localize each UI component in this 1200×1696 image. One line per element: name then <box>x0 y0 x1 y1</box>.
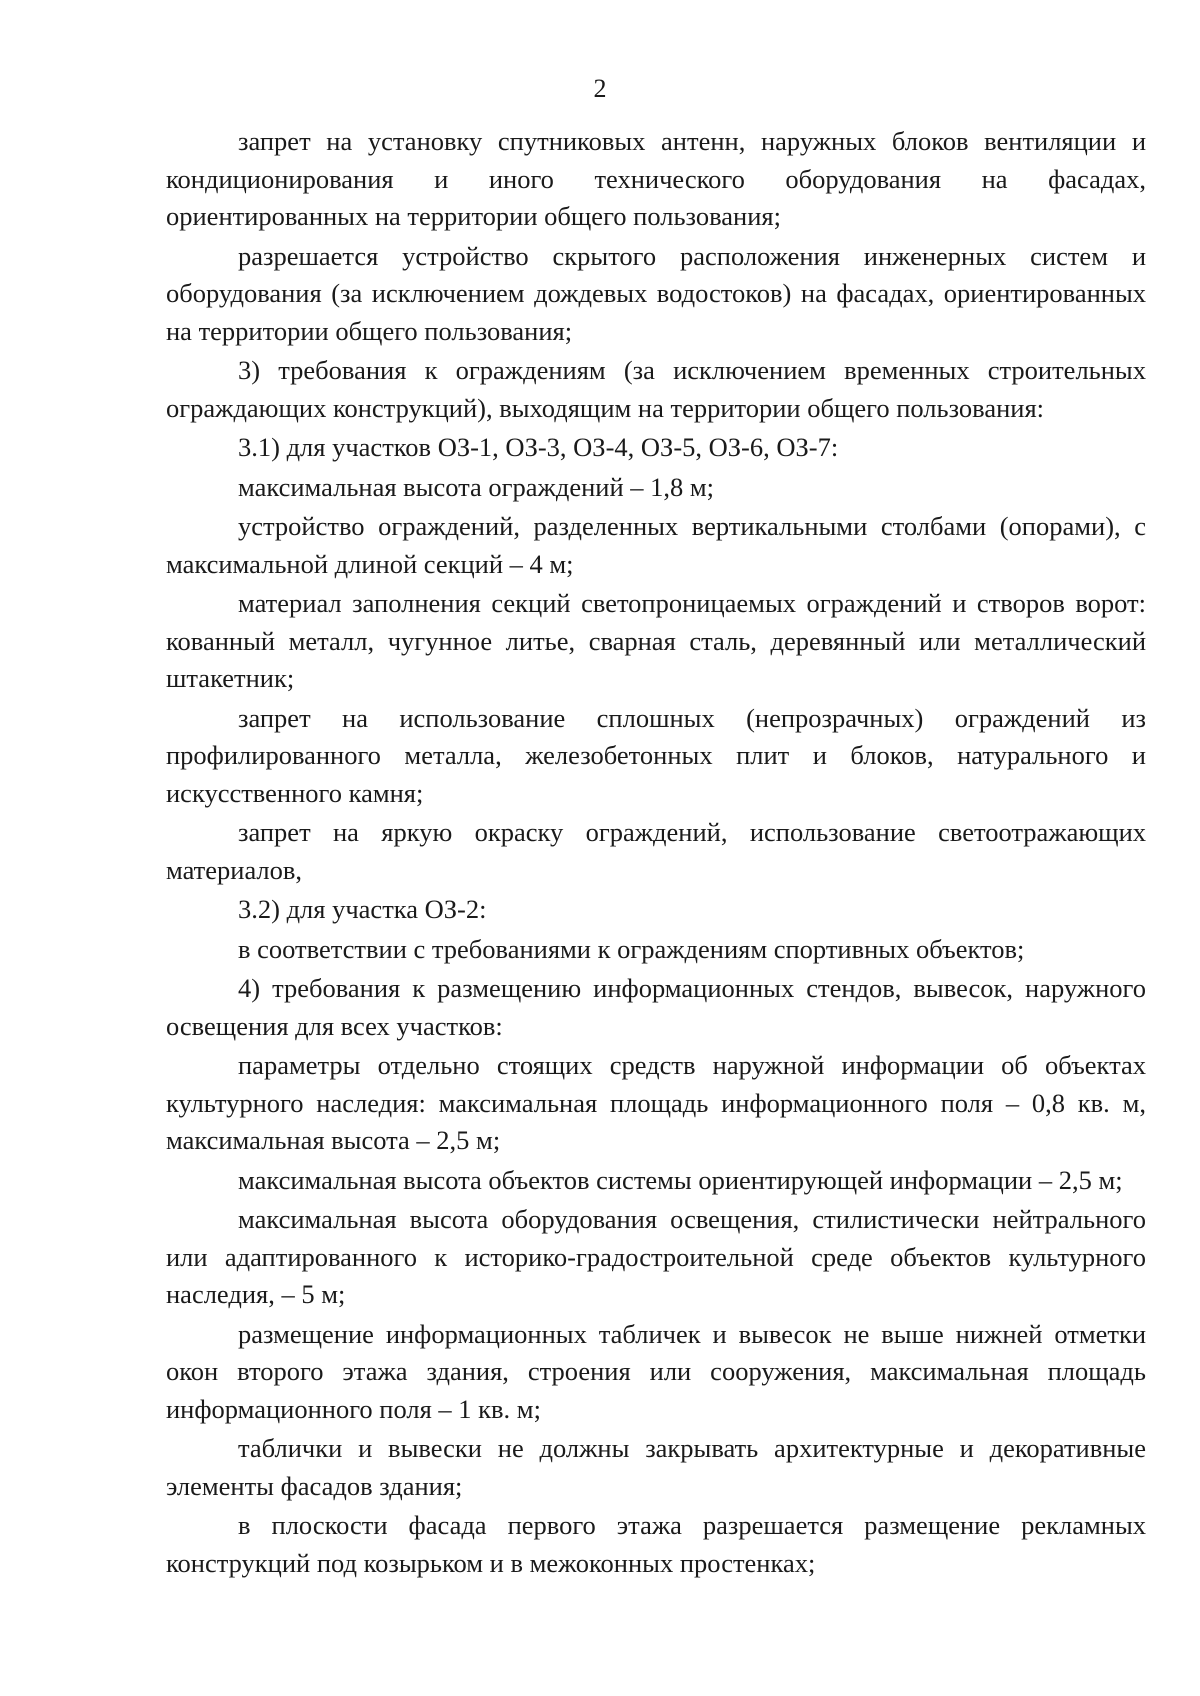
paragraph: в плоскости фасада первого этажа разрешается размещение рекламных конструкций под козырьком и в межоконных простенках; <box>166 1510 1146 1578</box>
paragraph: параметры отдельно стоящих средств наружной информации об объектах культурного наследия: максимальная площадь информационного поля – 0,8 кв. м, максимальная высота – 2,5 м; <box>166 1050 1146 1155</box>
paragraph: максимальная высота объектов системы ориентирующей информации – 2,5 м; <box>238 1164 1123 1195</box>
paragraph: 3.2) для участка ОЗ-2: <box>238 894 487 924</box>
paragraph: 4) требования к размещению информационных стендов, вывесок, наружного освещения для всех участков: <box>166 973 1146 1041</box>
paragraph: максимальная высота ограждений – 1,8 м; <box>238 471 715 502</box>
paragraph: запрет на яркую окраску ограждений, использование светоотражающих материалов, <box>166 817 1146 885</box>
page-number: 2 <box>593 74 607 103</box>
paragraph: запрет на установку спутниковых антенн, наружных блоков вентиляции и кондиционирования и иного технического оборудования на фасадах, ориентированных на территории общего пользования; <box>166 126 1146 231</box>
paragraph: материал заполнения секций светопроницаемых ограждений и створов ворот: кованный металл, чугунное литье, сварная сталь, деревянный или металлический штакетник; <box>166 588 1146 693</box>
document-body <box>166 123 1146 1584</box>
paragraph: запрет на использование сплошных (непрозрачных) ограждений из профилированного металла, железобетонных плит и блоков, натурального и искусственного камня; <box>166 702 1146 808</box>
paragraph: таблички и вывески не должны закрывать архитектурные и декоративные элементы фасадов здания; <box>166 1433 1146 1501</box>
paragraph: разрешается устройство скрытого расположения инженерных систем и оборудования (за исключением дождевых водостоков) на фасадах, ориентированных на территории общего пользования; <box>166 240 1146 346</box>
paragraph: в соответствии с требованиями к ограждениям спортивных объектов; <box>238 933 1025 964</box>
paragraph: 3) требования к ограждениям (за исключением временных строительных ограждающих конструкций), выходящим на территории общего пользования: <box>166 355 1146 423</box>
paragraph: максимальная высота оборудования освещения, стилистически нейтрального или адаптированного к историко-градостроительной среде объектов культурного наследия, – 5 м; <box>166 1204 1146 1309</box>
paragraph: размещение информационных табличек и вывесок не выше нижней отметки окон второго этажа здания, строения или сооружения, максимальная площадь информационного поля – 1 кв. м; <box>166 1318 1146 1424</box>
paragraph: 3.1) для участков ОЗ-1, ОЗ-3, ОЗ-4, ОЗ-5, ОЗ-6, ОЗ-7: <box>238 432 839 462</box>
paragraph: устройство ограждений, разделенных вертикальными столбами (опорами), с максимальной длиной секций – 4 м; <box>166 511 1146 579</box>
